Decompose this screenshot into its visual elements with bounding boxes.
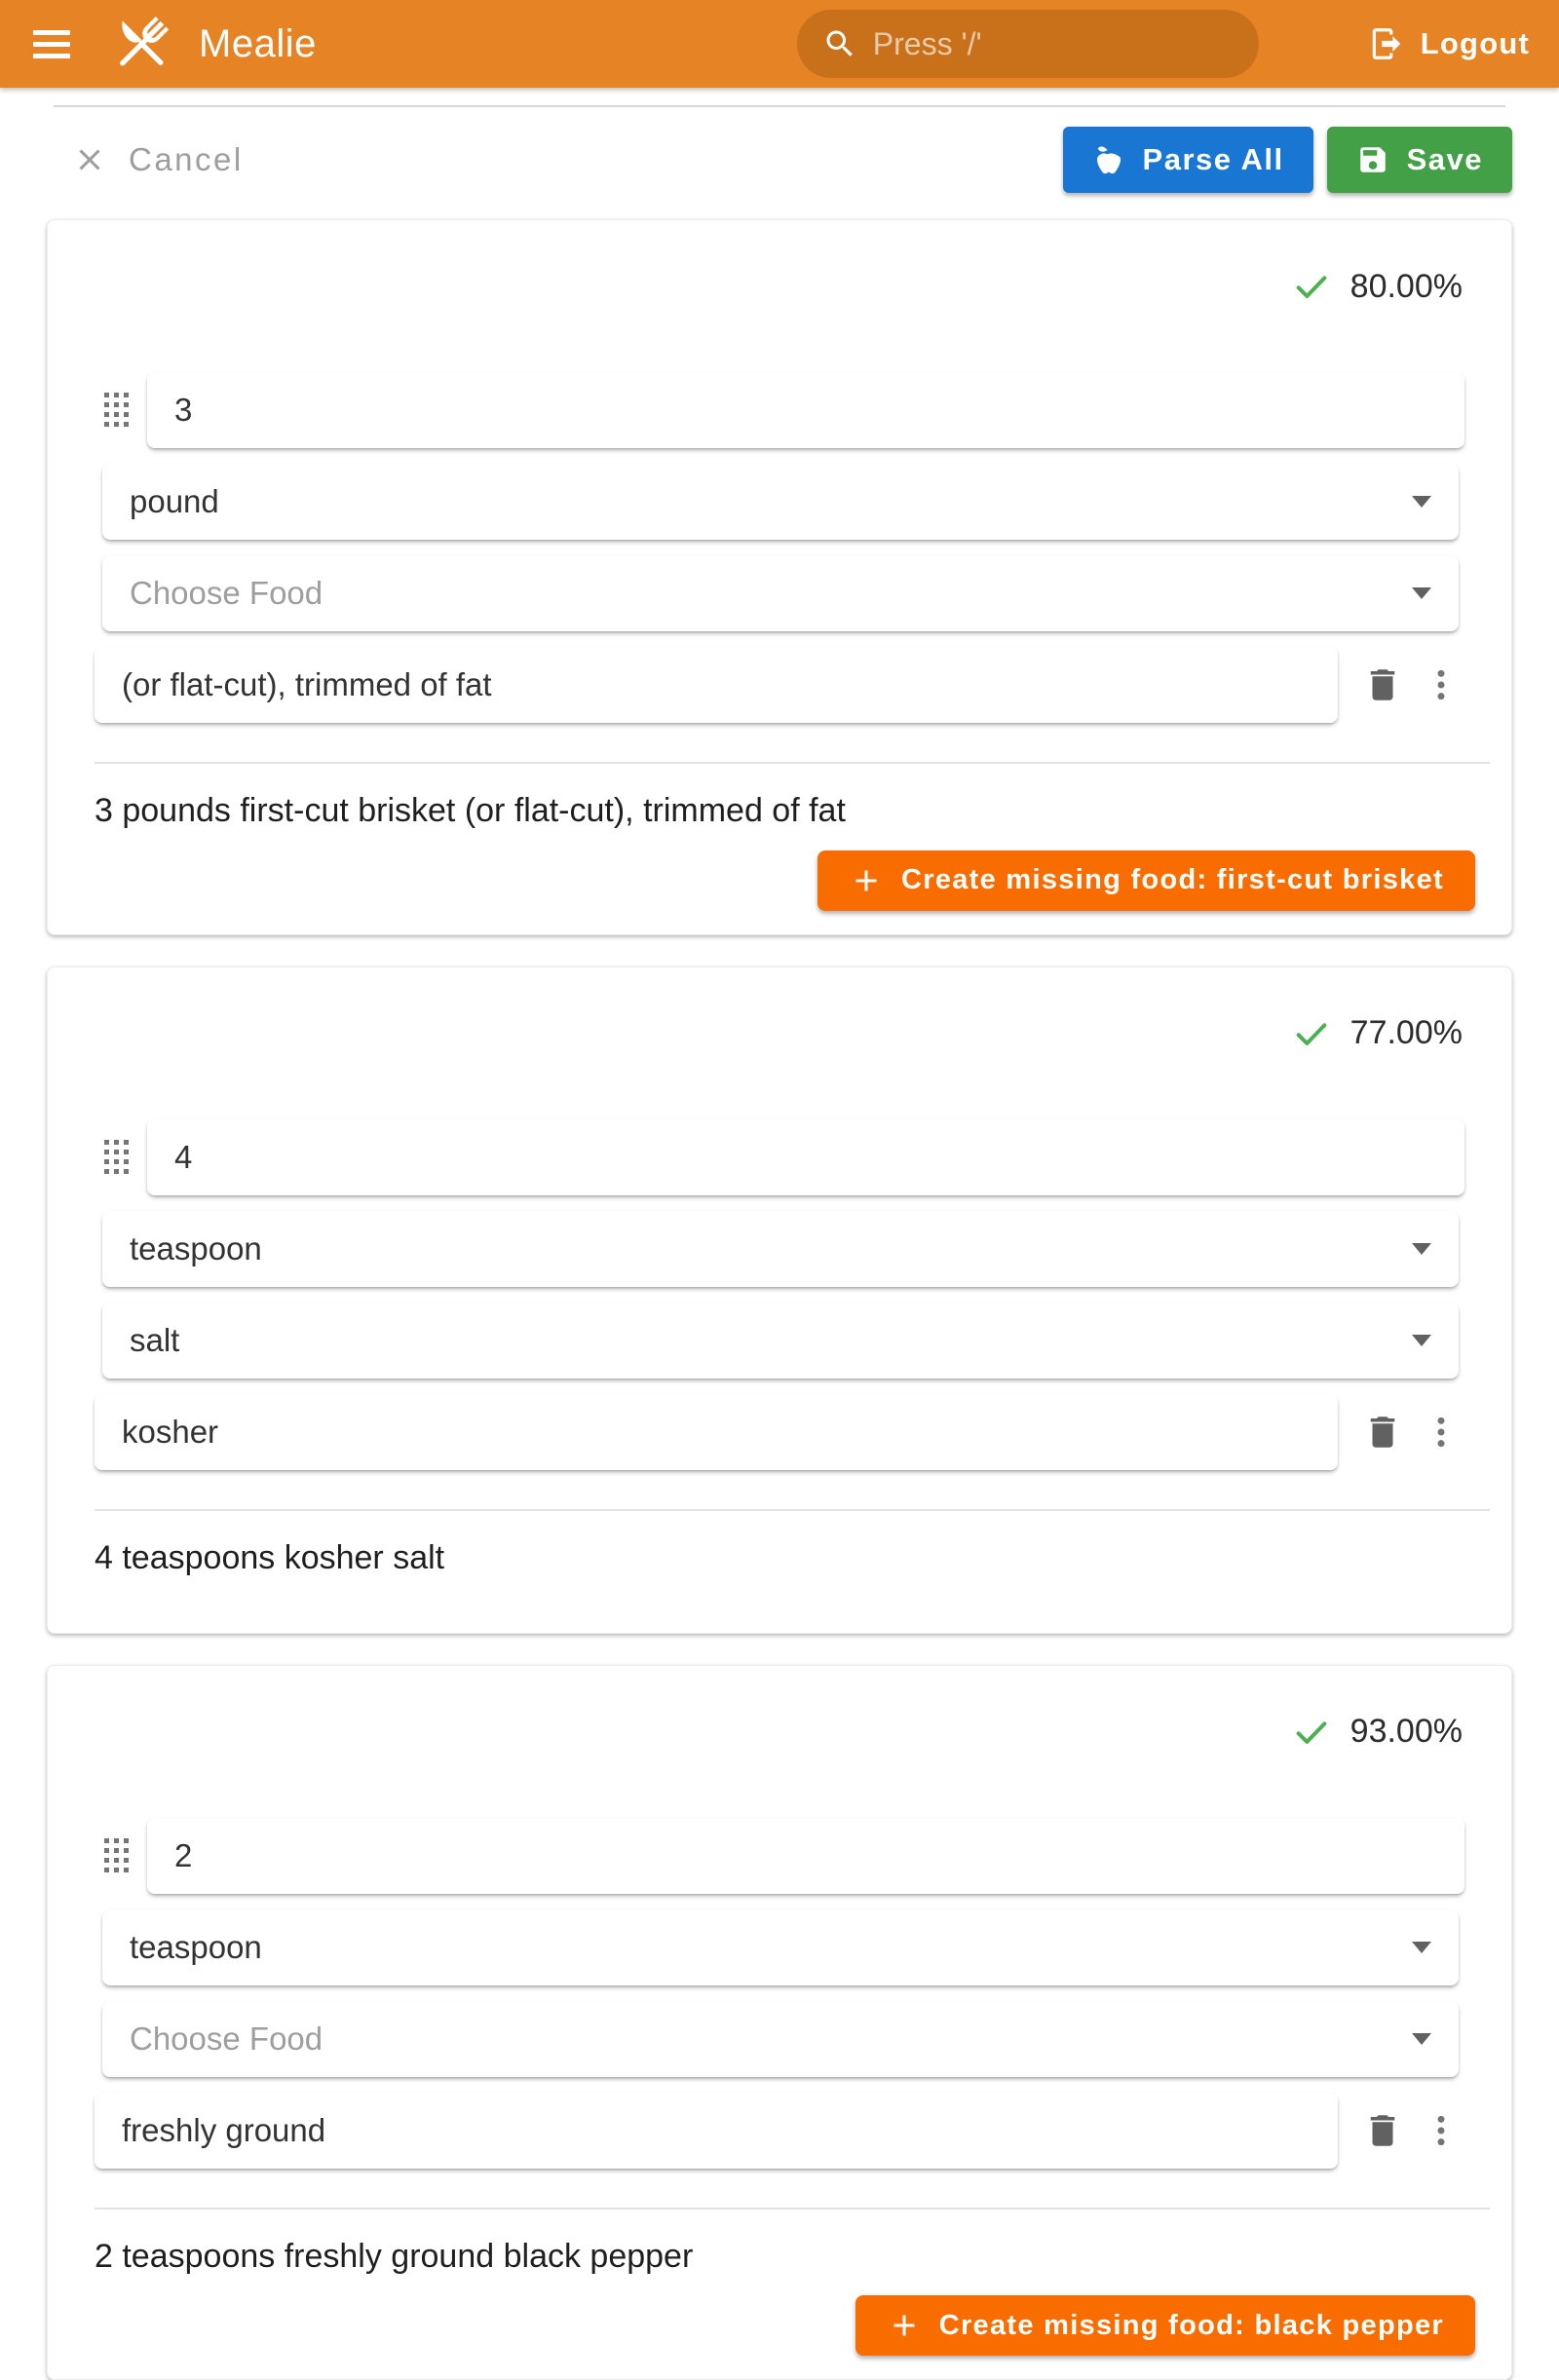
create-missing-food-label: Create missing food: black pepper (938, 2309, 1444, 2341)
original-ingredient-text: 2 teaspoons freshly ground black pepper (95, 2237, 694, 2275)
plus-icon (849, 863, 884, 898)
chevron-down-icon (1412, 1942, 1431, 1953)
check-icon (1292, 1014, 1331, 1053)
ingredient-card (47, 1665, 1512, 2380)
plus-icon (887, 2308, 922, 2343)
trash-icon (1362, 2110, 1403, 2151)
parser-toolbar (47, 127, 1512, 193)
search-input[interactable] (873, 26, 1234, 62)
quantity-input[interactable] (147, 372, 1464, 448)
more-options-button[interactable] (1418, 658, 1464, 712)
chevron-down-icon (1412, 1243, 1431, 1255)
confidence-value: 80.00% (1350, 267, 1463, 305)
quantity-field (147, 372, 1464, 448)
note-field (95, 2093, 1338, 2169)
chevron-down-icon (1412, 1335, 1431, 1346)
note-input[interactable] (95, 1394, 1338, 1470)
ingredient-card (47, 966, 1512, 1634)
delete-button[interactable] (1359, 1405, 1406, 1459)
quantity-input[interactable] (147, 1119, 1464, 1195)
check-icon (1292, 1713, 1331, 1752)
confidence-value: 93.00% (1350, 1713, 1463, 1751)
app-bar (0, 0, 1559, 88)
quantity-input[interactable] (147, 1818, 1464, 1894)
food-select[interactable] (102, 555, 1459, 631)
create-missing-food-label: Create missing food: first-cut brisket (901, 864, 1444, 896)
quantity-field (147, 1818, 1464, 1894)
delete-button[interactable] (1359, 658, 1406, 712)
logout-label: Logout (1420, 26, 1530, 60)
parse-all-button[interactable] (1063, 127, 1313, 193)
drag-handle-icon[interactable] (104, 393, 130, 428)
kebab-menu-icon (1422, 1413, 1461, 1452)
more-options-button[interactable] (1418, 1405, 1464, 1459)
unit-select-value: teaspoon (130, 1928, 262, 1965)
more-options-button[interactable] (1418, 2103, 1464, 2158)
kebab-menu-icon (1422, 665, 1461, 704)
trash-icon (1362, 1412, 1403, 1453)
search-bar[interactable] (797, 10, 1259, 78)
chevron-down-icon (1412, 496, 1431, 508)
ingredient-card (47, 219, 1512, 935)
card-divider (95, 1509, 1490, 1511)
check-icon (1292, 267, 1331, 306)
drag-handle-icon[interactable] (104, 1140, 130, 1175)
card-divider (95, 762, 1490, 764)
food-select-placeholder: Choose Food (130, 575, 323, 611)
delete-button[interactable] (1359, 2103, 1406, 2158)
chevron-down-icon (1412, 2033, 1431, 2045)
chevron-down-icon (1412, 587, 1431, 599)
confidence-row (95, 1711, 1464, 1754)
close-icon (72, 142, 107, 177)
food-select[interactable] (102, 2001, 1459, 2077)
unit-select[interactable] (102, 1211, 1459, 1287)
note-field (95, 1394, 1338, 1470)
cancel-label: Cancel (129, 141, 244, 177)
save-label: Save (1406, 142, 1483, 176)
create-missing-food-button[interactable] (856, 2295, 1475, 2356)
drag-handle-icon[interactable] (104, 1838, 130, 1873)
apple-icon (1092, 143, 1125, 176)
note-field (95, 647, 1338, 723)
save-icon (1356, 143, 1389, 176)
original-ingredient-text: 3 pounds first-cut brisket (or flat-cut), trimmed of fat (95, 792, 846, 829)
unit-select-value: pound (130, 483, 219, 519)
unit-select[interactable] (102, 1909, 1459, 1985)
confidence-value: 77.00% (1350, 1014, 1463, 1052)
food-select-placeholder: Choose Food (130, 2020, 323, 2057)
cancel-button[interactable] (72, 141, 244, 178)
confidence-row (95, 265, 1464, 308)
save-button[interactable] (1327, 127, 1512, 193)
logout-icon (1368, 25, 1405, 62)
note-input[interactable] (95, 2093, 1338, 2169)
food-select-value: salt (130, 1321, 180, 1358)
unit-select-value: teaspoon (130, 1229, 262, 1266)
original-ingredient-text: 4 teaspoons kosher salt (95, 1538, 445, 1576)
toolbar-divider (54, 105, 1505, 107)
app-title: Mealie (199, 21, 317, 65)
parse-all-label: Parse All (1142, 142, 1284, 176)
confidence-row (95, 1012, 1464, 1055)
card-divider (95, 2208, 1490, 2210)
quantity-field (147, 1119, 1464, 1195)
note-input[interactable] (95, 647, 1338, 723)
create-missing-food-button[interactable] (818, 850, 1475, 911)
unit-select[interactable] (102, 464, 1459, 540)
trash-icon (1362, 664, 1403, 705)
food-select[interactable] (102, 1303, 1459, 1379)
ingredient-card-list (47, 219, 1512, 2380)
search-icon (822, 26, 857, 61)
kebab-menu-icon (1422, 2111, 1461, 2150)
logout-button[interactable] (1368, 25, 1530, 62)
mealie-logo-icon (109, 12, 173, 76)
menu-icon[interactable] (33, 30, 70, 58)
